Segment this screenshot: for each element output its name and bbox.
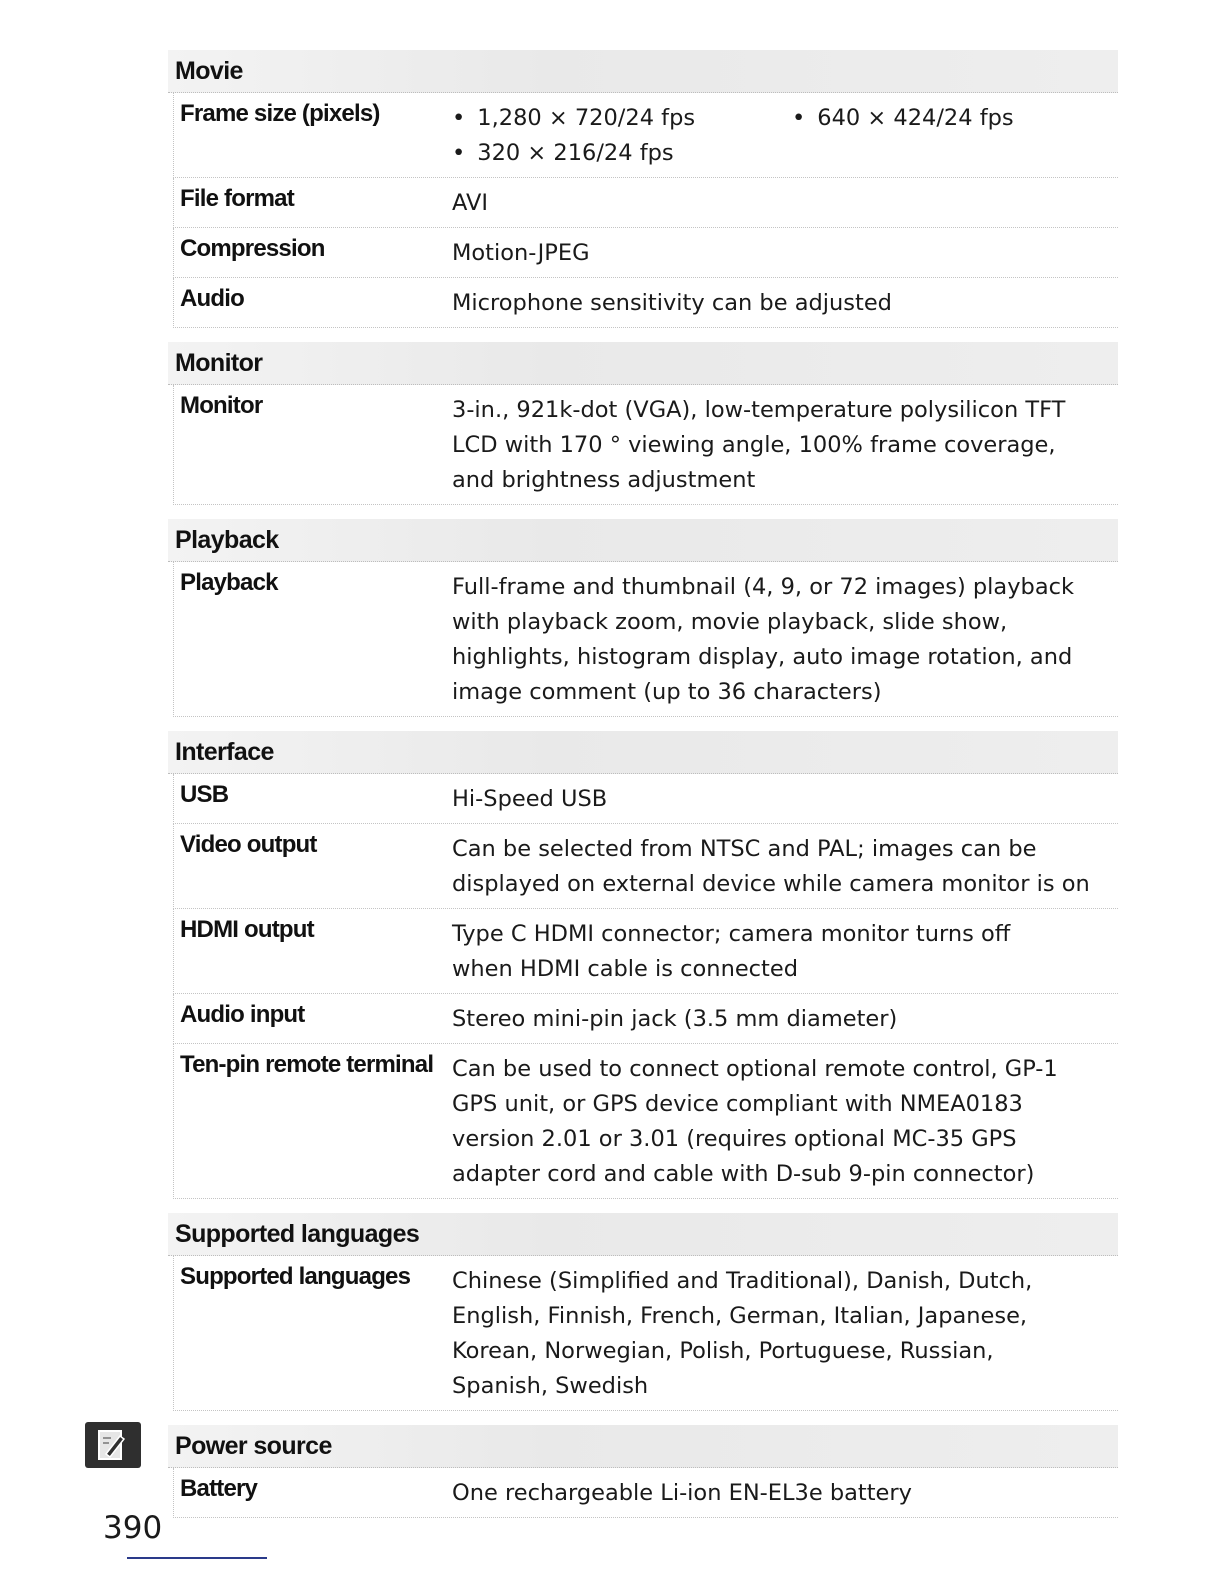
value-line: Spanish, Swedish — [452, 1373, 649, 1399]
spec-row-ten-pin-remote-terminal — [173, 1044, 1118, 1199]
spec-value: Microphone sensitivity can be adjusted — [452, 290, 892, 316]
section-header-supported-languages: Supported languages — [168, 1213, 1118, 1256]
value-line: Chinese (Simplified and Traditional), Danish, Dutch, — [452, 1268, 1033, 1294]
value-line: Korean, Norwegian, Polish, Portuguese, Russian, — [452, 1338, 994, 1364]
section-header-power-source: Power source — [168, 1425, 1118, 1468]
specifications-table — [168, 50, 1118, 1532]
spec-row-compression — [173, 228, 1118, 278]
spec-label: Compression — [180, 235, 325, 262]
value-line: Can be selected from NTSC and PAL; images can be — [452, 836, 1037, 862]
value-line: with playback zoom, movie playback, slide show, — [452, 609, 1008, 635]
spec-row-supported-languages — [173, 1256, 1118, 1411]
spec-value — [446, 994, 1118, 1043]
section-power-source — [168, 1425, 1118, 1518]
value-line: Can be used to connect optional remote control, GP-1 — [452, 1056, 1058, 1082]
spec-row-audio — [173, 278, 1118, 328]
spec-label: Ten-pin remote terminal — [180, 1051, 434, 1078]
notepad-pencil-icon — [96, 1428, 130, 1462]
spec-label: Battery — [180, 1475, 258, 1502]
spec-value: Motion-JPEG — [452, 240, 590, 266]
section-header-playback: Playback — [168, 519, 1118, 562]
spec-label: Monitor — [180, 392, 263, 419]
value-line: adapter cord and cable with D-sub 9-pin connector) — [452, 1161, 1035, 1187]
section-header-movie: Movie — [168, 50, 1118, 93]
value-line: One rechargeable Li-ion EN-EL3e battery — [452, 1480, 912, 1506]
section-interface — [168, 731, 1118, 1199]
value-line: English, Finnish, French, German, Italian, Japanese, — [452, 1303, 1028, 1329]
value-line: image comment (up to 36 characters) — [452, 679, 882, 705]
spec-label: Audio — [180, 285, 244, 312]
spec-value — [446, 1044, 1118, 1198]
spec-row-usb — [173, 774, 1118, 824]
spec-value — [446, 385, 1118, 504]
value-line: Stereo mini-pin jack (3.5 mm diameter) — [452, 1006, 898, 1032]
section-header-monitor: Monitor — [168, 342, 1118, 385]
spec-value — [446, 824, 1118, 908]
value-line: GPS unit, or GPS device compliant with NMEA0183 — [452, 1091, 1023, 1117]
value-line: Hi-Speed USB — [452, 786, 608, 812]
value-line: LCD with 170 ° viewing angle, 100% frame coverage, — [452, 432, 1056, 458]
spec-label: Playback — [180, 569, 278, 596]
section-playback — [168, 519, 1118, 717]
spec-row-monitor — [173, 385, 1118, 505]
spec-value — [446, 774, 1118, 823]
spec-value — [446, 1468, 1118, 1517]
spec-value — [446, 93, 1118, 177]
bullet-item: • 320 × 216/24 fps — [452, 136, 792, 171]
reference-notepad-icon — [85, 1422, 141, 1468]
spec-label: File format — [180, 185, 294, 212]
spec-label: Supported languages — [180, 1263, 411, 1290]
spec-row-battery — [173, 1468, 1118, 1518]
page-number: 390 — [103, 1510, 163, 1546]
page-number-rule — [127, 1557, 267, 1559]
spec-value — [446, 909, 1118, 993]
value-line: highlights, histogram display, auto image rotation, and — [452, 644, 1073, 670]
spec-value — [446, 1256, 1118, 1410]
section-movie — [168, 50, 1118, 328]
value-line: Full-frame and thumbnail (4, 9, or 72 images) playback — [452, 574, 1075, 600]
spec-row-file-format — [173, 178, 1118, 228]
spec-row-frame-size — [173, 93, 1118, 178]
value-line: displayed on external device while camera monitor is on — [452, 871, 1090, 897]
spec-label: USB — [180, 781, 229, 808]
spec-row-hdmi-output — [173, 909, 1118, 994]
value-line: Type C HDMI connector; camera monitor turns off — [452, 921, 1011, 947]
spec-row-video-output — [173, 824, 1118, 909]
spec-label: Audio input — [180, 1001, 305, 1028]
value-line: version 2.01 or 3.01 (requires optional MC-35 GPS — [452, 1126, 1017, 1152]
section-supported-languages — [168, 1213, 1118, 1411]
spec-value — [446, 562, 1118, 716]
bullet-item: • 1,280 × 720/24 fps — [452, 101, 792, 136]
section-header-interface: Interface — [168, 731, 1118, 774]
spec-label: Video output — [180, 831, 317, 858]
spec-row-playback — [173, 562, 1118, 717]
spec-value: AVI — [452, 190, 488, 216]
value-line: 3-in., 921k-dot (VGA), low-temperature polysilicon TFT — [452, 397, 1066, 423]
spec-label: HDMI output — [180, 916, 314, 943]
value-line: when HDMI cable is connected — [452, 956, 798, 982]
spec-row-audio-input — [173, 994, 1118, 1044]
section-monitor — [168, 342, 1118, 505]
value-line: and brightness adjustment — [452, 467, 756, 493]
spec-label: Frame size (pixels) — [180, 100, 380, 127]
bullet-item: • 640 × 424/24 fps — [792, 101, 1114, 136]
